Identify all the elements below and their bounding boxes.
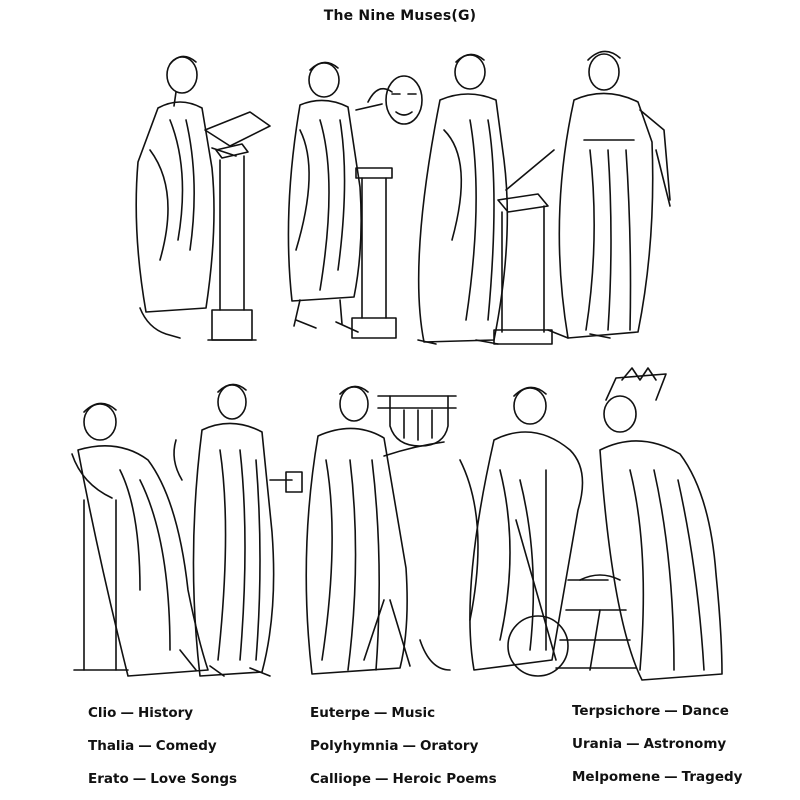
muse-figure-top-4 — [548, 51, 670, 338]
caption-separator: — — [402, 738, 416, 754]
caption-name: Erato — [88, 771, 129, 787]
caption-domain: Dance — [681, 703, 729, 719]
caption-name: Euterpe — [310, 705, 370, 721]
caption-separator: — — [120, 705, 134, 721]
muse-figure-bottom-2 — [174, 384, 302, 676]
caption-domain: Comedy — [155, 738, 217, 754]
caption-thalia — [88, 738, 217, 754]
caption-calliope — [310, 771, 497, 787]
muse-figure-bottom-1 — [72, 403, 208, 676]
caption-separator: — — [373, 705, 388, 721]
muse-figure-bottom-3 — [306, 386, 456, 674]
caption-name: Terpsichore — [572, 703, 661, 719]
caption-euterpe — [310, 705, 435, 721]
caption-separator: — — [375, 771, 389, 787]
caption-clio — [88, 705, 193, 721]
pedestal-2 — [352, 168, 396, 338]
caption-separator: — — [132, 771, 147, 787]
muse-figure-top-2 — [288, 62, 422, 332]
caption-polyhymnia — [310, 738, 478, 754]
pedestal-3 — [494, 194, 552, 344]
caption-terpsichore — [572, 703, 729, 719]
caption-name: Urania — [572, 736, 623, 752]
muse-figure-top-1 — [136, 56, 270, 338]
caption-name: Melpomene — [572, 769, 661, 785]
caption-name: Polyhymnia — [310, 738, 399, 754]
caption-domain: Tragedy — [681, 769, 743, 785]
caption-domain: Heroic Poems — [392, 771, 497, 787]
caption-erato — [88, 771, 237, 787]
caption-separator: — — [664, 769, 678, 785]
caption-urania — [572, 736, 726, 752]
muse-figure-bottom-4 — [420, 387, 583, 676]
pedestal-1 — [208, 144, 256, 340]
caption-melpomene — [572, 769, 742, 785]
caption-domain: History — [137, 705, 194, 721]
caption-domain: Astronomy — [643, 736, 727, 752]
caption-domain: Love Songs — [150, 771, 238, 787]
caption-separator: — — [138, 738, 152, 754]
caption-separator: — — [626, 736, 640, 752]
caption-name: Clio — [88, 705, 117, 721]
caption-grid — [86, 700, 766, 796]
caption-separator: — — [664, 703, 678, 719]
muse-figure-top-3 — [418, 54, 554, 344]
muse-figure-bottom-5 — [556, 368, 722, 680]
caption-domain: Oratory — [419, 738, 479, 754]
caption-domain: Music — [391, 705, 436, 721]
caption-name: Calliope — [310, 771, 371, 787]
page-title: The Nine Muses(G) — [323, 8, 477, 24]
caption-name: Thalia — [88, 738, 135, 754]
